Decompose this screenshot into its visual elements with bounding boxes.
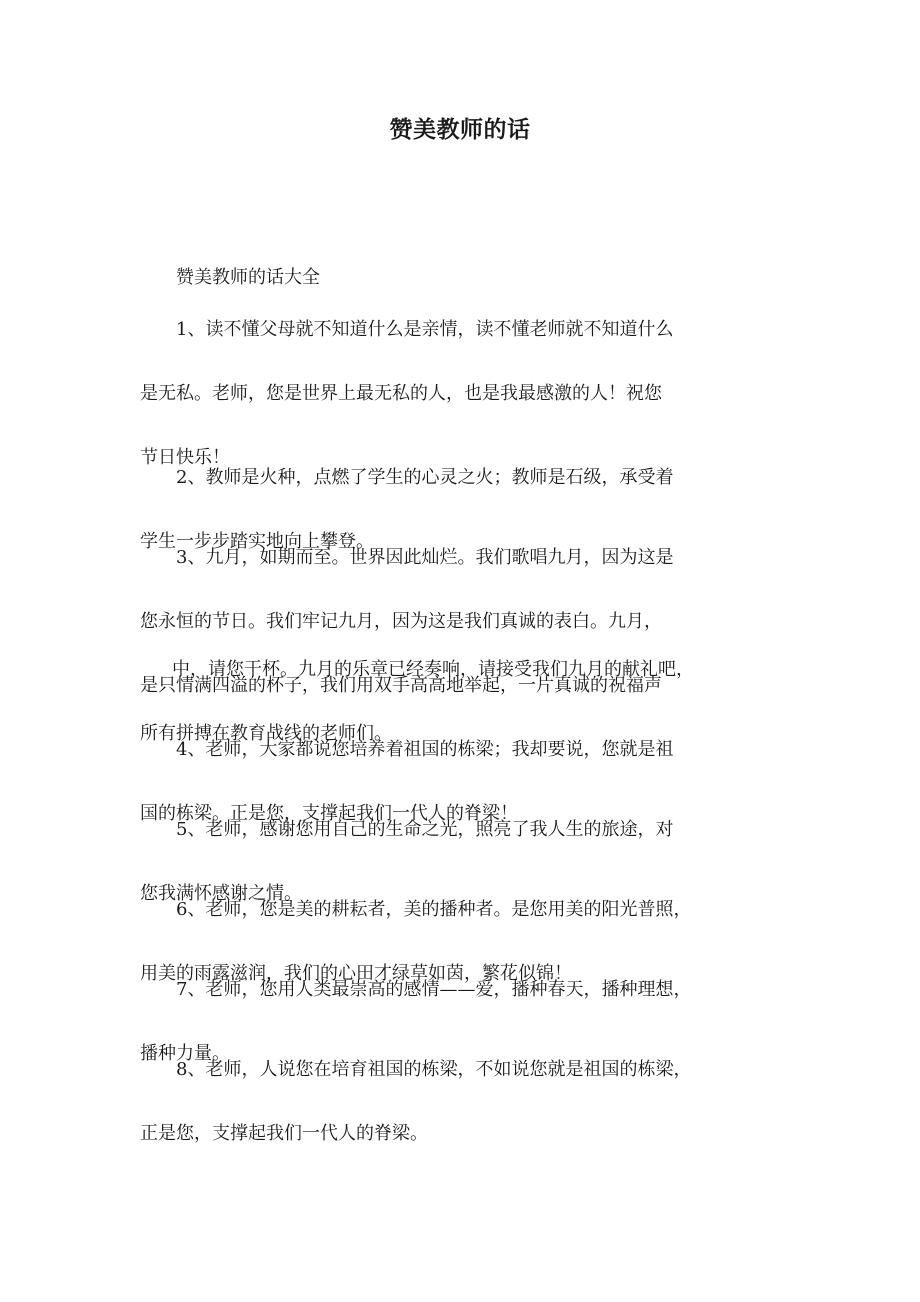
paragraph-line: 是无私。老师，您是世界上最无私的人，也是我最感激的人！祝您 [140,383,662,404]
paragraph-line: 3、九月，如期而至。世界因此灿烂。我们歌唱九月，因为这是 [176,547,674,568]
paragraph-line: 正是您，支撑起我们一代人的脊梁。 [140,1123,428,1144]
paragraph-line: 所有拼搏在教育战线的老师们。 [140,723,392,744]
paragraph-line: 2、教师是火种，点燃了学生的心灵之火；教师是石级，承受着 [176,467,674,488]
paragraph-line: 1、读不懂父母就不知道什么是亲情，读不懂老师就不知道什么 [176,319,674,340]
paragraph-line: 节日快乐！ [140,447,230,468]
paragraph-line: 6、老师，您是美的耕耘者，美的播种者。是您用美的阳光普照， [176,899,692,920]
paragraph-line: 7、老师，您用人类最崇高的感情——爱，播种春天，播种理想， [176,979,692,1000]
paragraph-line: 5、老师，感谢您用自己的生命之光，照亮了我人生的旅途，对 [176,819,674,840]
paragraph-8 [140,1022,785,1182]
paragraph-line: 8、老师，人说您在培育祖国的栋梁，不如说您就是祖国的栋梁， [176,1059,692,1080]
paragraph-line: 用美的雨露滋润，我们的心田才绿草如茵，繁花似锦！ [140,963,572,984]
paragraph-line: 国的栋梁。正是您，支撑起我们一代人的脊梁！ [140,803,518,824]
paragraph-line: 是只情满四溢的杯子，我们用双手高高地举起，一片真诚的祝福声 [140,675,662,696]
paragraph-line: 您永恒的节日。我们牢记九月，因为这是我们真诚的表白。九月， [140,611,662,632]
paragraph-line: 学生一步步踏实地向上攀登。 [140,531,374,552]
page-title: 赞美教师的话 [389,116,531,143]
paragraph-line: 4、老师，大家都说您培养着祖国的栋梁；我却要说，您就是祖 [176,739,674,760]
paragraph-line: 中，请您干杯。九月的乐章已经奏响，请接受我们九月的献礼吧， [172,659,694,680]
subtitle-text: 赞美教师的话大全 [176,267,320,288]
paragraph-line: 播种力量。 [140,1043,230,1064]
paragraph-line: 您我满怀感谢之情。 [140,883,302,904]
